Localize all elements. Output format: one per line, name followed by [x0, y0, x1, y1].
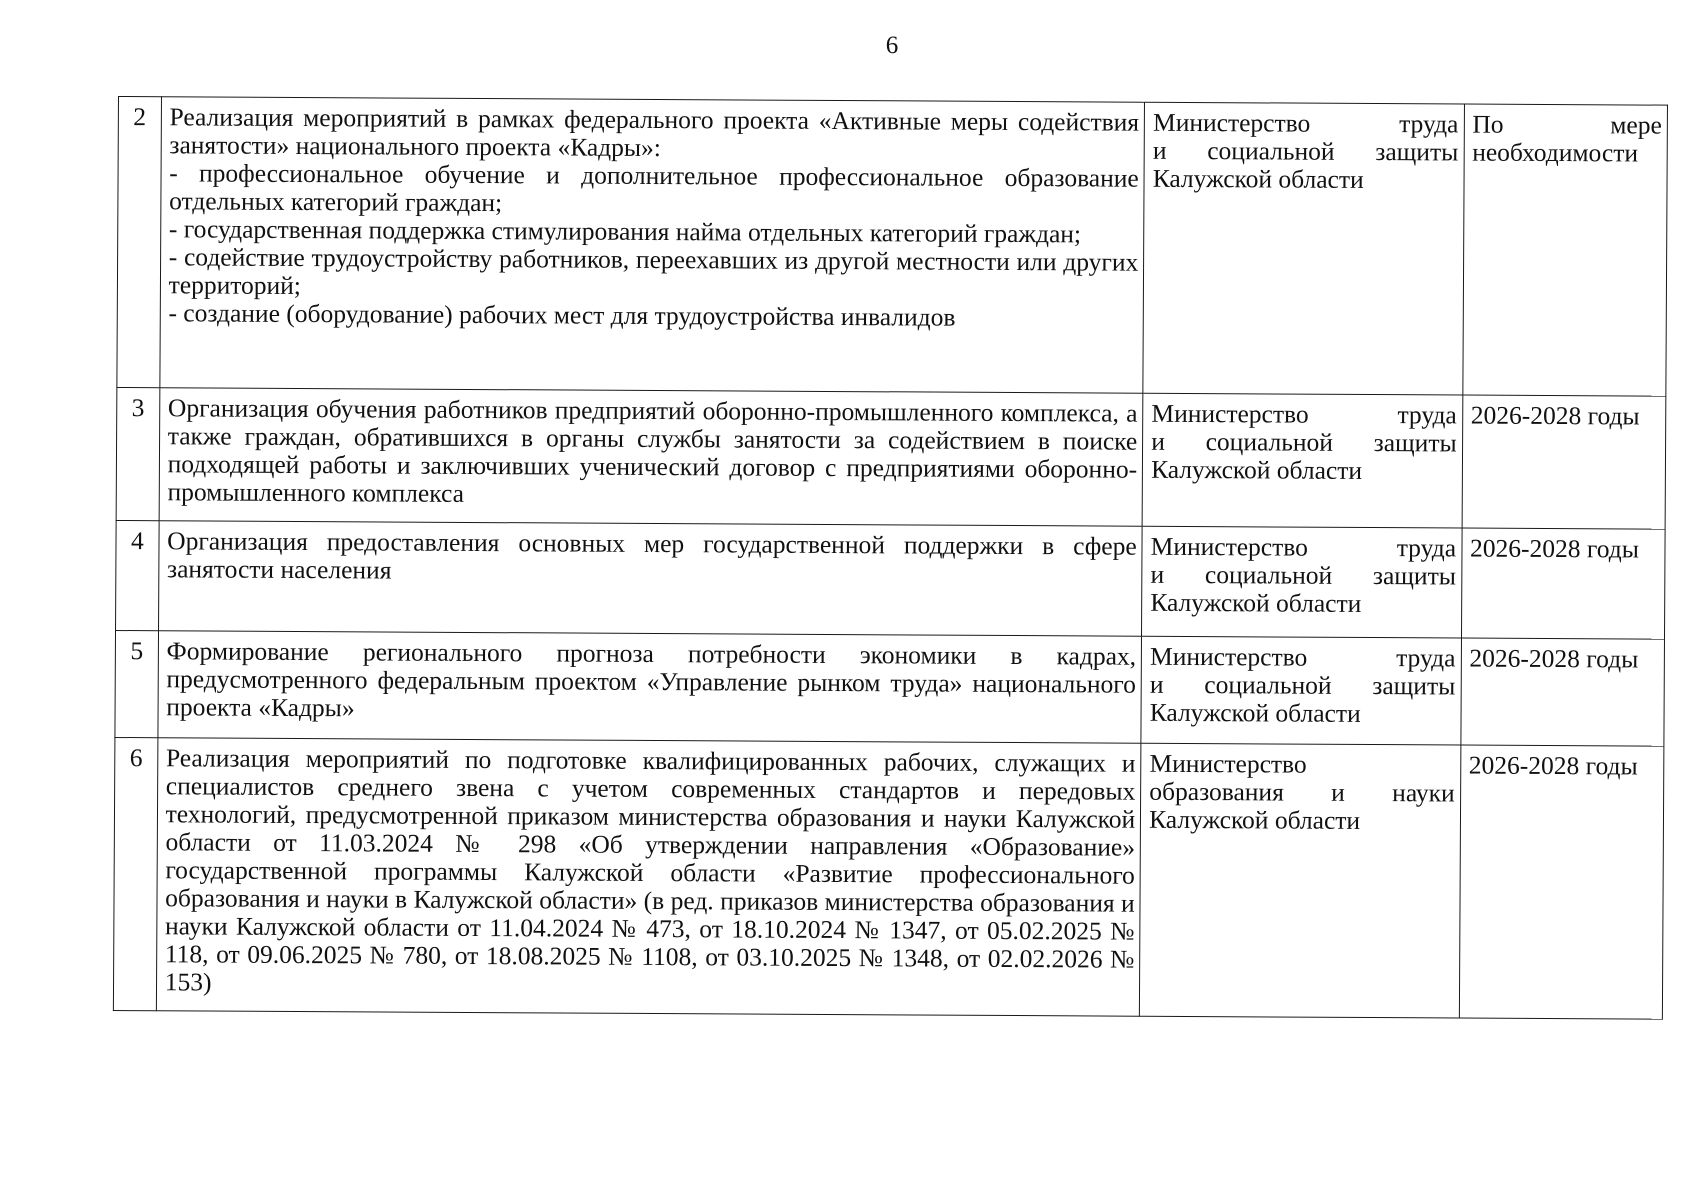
- implementation-term: [1461, 528, 1665, 639]
- description-paragraph: Организация предоставления основных мер государственной поддержки в сфере занятости населения: [166, 526, 1137, 585]
- row-number: 4: [116, 520, 159, 630]
- term-line: 2026-2028 годы: [1469, 533, 1639, 564]
- measure-description: [158, 521, 1142, 636]
- responsible-executor: [1140, 743, 1461, 1018]
- measure-description: [160, 97, 1145, 393]
- measures-table: [113, 96, 1668, 1020]
- row-number: 2: [117, 97, 161, 388]
- table-row: [116, 520, 1666, 639]
- table-row: [115, 630, 1665, 746]
- description-paragraph: Реализация мероприятий по подготовке квалифицированных рабочих, служащих и специалистов среднего звена с учетом современных стандартов и передовых технологий, предусмотренной приказом министерства образования и науки Калужской области от 11.03.2024 № 298 «Об утверждении направления «Образование» государственной программы Калужской области «Развитие профессионального образования и науки в Калужской области» (в ред. приказов министерства образования и науки Калужской области от 11.04.2024 № 473, от 18.10.2024 № 1347, от 05.02.2025 № 118, от 09.06.2025 № 780, от 18.08.2025 № 1108, от 03.10.2025 № 1348, от 02.02.2026 № 153): [164, 743, 1136, 997]
- implementation-term: [1460, 638, 1664, 746]
- responsible-line: и социальной защиты: [1152, 135, 1459, 167]
- term-line: 2026-2028 годы: [1469, 643, 1639, 674]
- row-number: 3: [116, 387, 159, 520]
- responsible-executor: [1142, 393, 1462, 528]
- responsible-line: Министерство труда: [1150, 641, 1456, 673]
- responsible-line: и социальной защиты: [1149, 669, 1456, 701]
- term-line: По мере: [1472, 109, 1662, 140]
- implementation-term: [1459, 745, 1664, 1019]
- row-number: 5: [115, 630, 158, 737]
- table-row: [113, 737, 1664, 1019]
- description-paragraph: - создание (оборудование) рабочих мест для трудоустройства инвалидов: [168, 298, 956, 332]
- page-number: 6: [885, 32, 899, 59]
- responsible-line: Калужской области: [1151, 454, 1363, 485]
- responsible-line: Министерство: [1149, 748, 1307, 779]
- implementation-term: [1462, 395, 1666, 529]
- description-paragraph: Организация обучения работников предприятий оборонно-промышленного комплекса, а также граждан, обратившихся в органы службы занятости за содействием в поиске подходящей работы и заключивших ученический договор с предприятиями оборонно-промышленного комплекса: [167, 393, 1138, 508]
- description-paragraph: - государственная поддержка стимулирования найма отдельных категорий граждан;: [168, 214, 1082, 249]
- responsible-executor: [1142, 526, 1462, 638]
- description-paragraph: - профессиональное обучение и дополнительное профессиональное образование отдельных категорий граждан;: [169, 158, 1139, 218]
- responsible-line: и социальной защиты: [1151, 426, 1457, 458]
- row-number: 6: [113, 737, 157, 1010]
- description-paragraph: Реализация мероприятий в рамках федерального проекта «Активные меры содействия занятости» национального проекта «Кадры»:: [169, 102, 1140, 163]
- table-row: [117, 97, 1668, 397]
- responsible-executor: [1143, 102, 1464, 395]
- measure-description: [158, 631, 1142, 743]
- responsible-line: Калужской области: [1150, 587, 1362, 618]
- responsible-executor: [1141, 636, 1461, 745]
- description-paragraph: Формирование регионального прогноза потребности экономики в кадрах, предусмотренного федеральным проектом «Управление рынком труда» национального проекта «Кадры»: [166, 636, 1137, 723]
- measure-description: [159, 388, 1143, 526]
- measure-description: [156, 738, 1141, 1016]
- responsible-line: образования и науки: [1149, 776, 1455, 808]
- term-line: 2026-2028 годы: [1470, 400, 1640, 431]
- responsible-line: Калужской области: [1152, 163, 1364, 194]
- table-row: [116, 387, 1666, 529]
- responsible-line: Калужской области: [1149, 697, 1361, 728]
- responsible-line: Министерство труда: [1151, 398, 1457, 430]
- responsible-line: Министерство труда: [1152, 107, 1459, 139]
- responsible-line: Калужской области: [1149, 804, 1361, 835]
- responsible-line: и социальной защиты: [1150, 559, 1456, 591]
- implementation-term: [1462, 104, 1667, 396]
- responsible-line: Министерство труда: [1150, 531, 1457, 563]
- description-paragraph: - содействие трудоустройству работников, переехавших из другой местности или других территорий;: [168, 242, 1139, 301]
- term-line: необходимости: [1472, 137, 1639, 168]
- term-line: 2026-2028 годы: [1468, 750, 1638, 781]
